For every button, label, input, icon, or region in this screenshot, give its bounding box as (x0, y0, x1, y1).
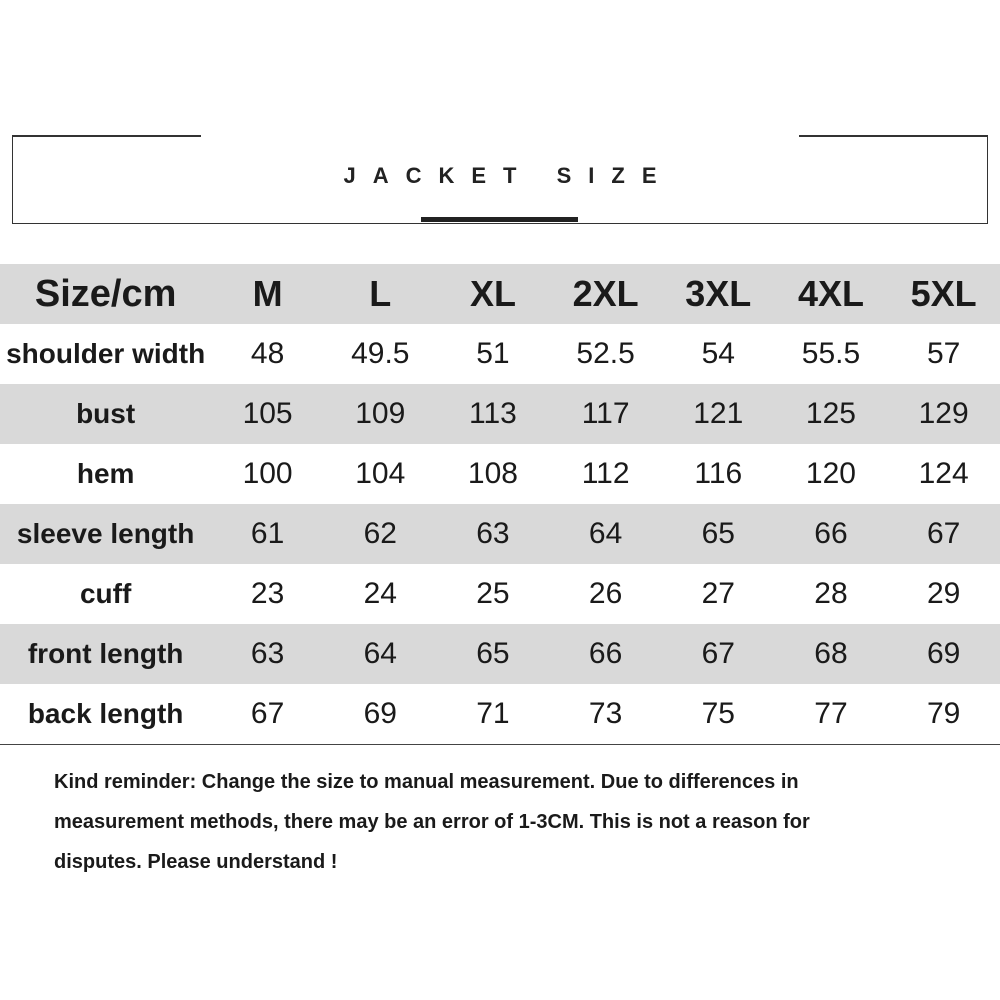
kind-reminder (54, 762, 934, 882)
title-underline (421, 217, 578, 222)
size-header: 2XL (572, 273, 639, 314)
title-frame-top-right-line (799, 135, 987, 137)
row-label: sleeve length (16, 518, 195, 549)
table-cell: 112 (581, 457, 630, 490)
table-row (0, 324, 1000, 384)
table-cell: 23 (250, 577, 285, 610)
table-cell: 73 (549, 684, 662, 744)
reminder-line: measurement methods, there may be an error of 1-3CM. This is not a reason for (54, 811, 810, 833)
table-cell: 104 (355, 457, 406, 490)
table-cell: 65 (701, 517, 735, 550)
table-cell: 52.5 (576, 337, 635, 370)
size-table (0, 264, 1000, 745)
row-label: hem (76, 458, 135, 489)
table-cell: 105 (242, 397, 293, 430)
size-header: 4XL (797, 273, 864, 314)
header-label: Size/cm (34, 272, 177, 315)
table-cell: 125 (805, 397, 856, 430)
table-header-row (0, 264, 1000, 324)
table-row (0, 564, 1000, 624)
table-cell: 129 (918, 397, 969, 430)
table-cell: 26 (588, 577, 623, 610)
table-cell: 69 (324, 684, 437, 744)
table-cell: 24 (363, 577, 397, 610)
table-cell: 117 (581, 397, 630, 430)
table-cell: 49.5 (351, 337, 410, 370)
table-cell: 29 (926, 577, 961, 610)
table-cell: 57 (926, 337, 961, 370)
table-row (0, 384, 1000, 444)
title-frame (12, 135, 988, 224)
size-header: L (369, 273, 392, 314)
size-header: M (252, 273, 283, 314)
table-cell: 55.5 (801, 337, 861, 370)
table-cell: 75 (662, 684, 775, 744)
table-row (0, 504, 1000, 564)
page-title: JACKET SIZE (343, 163, 674, 188)
row-label: front length (27, 638, 184, 669)
size-header: 3XL (685, 273, 752, 314)
table-cell: 54 (701, 337, 735, 370)
table-cell: 67 (926, 517, 961, 550)
table-cell: 66 (588, 637, 623, 670)
table-cell: 64 (588, 517, 623, 550)
table-cell: 27 (701, 577, 735, 610)
table-cell: 66 (814, 517, 848, 550)
row-label: shoulder width (6, 338, 206, 369)
table-cell: 120 (805, 457, 856, 490)
table-cell: 69 (926, 637, 961, 670)
table-cell: 62 (363, 517, 397, 550)
table-cell: 116 (694, 457, 743, 490)
table-cell: 67 (701, 637, 735, 670)
table-cell: 64 (363, 637, 397, 670)
table-cell: 67 (211, 684, 324, 744)
table-row (0, 684, 1000, 744)
table-cell: 113 (469, 397, 517, 430)
table-cell: 51 (476, 337, 510, 370)
size-header: XL (469, 273, 516, 314)
table-cell: 25 (476, 577, 510, 610)
table-cell: 48 (250, 337, 285, 370)
table-cell: 63 (476, 517, 510, 550)
table-cell: 108 (467, 457, 518, 490)
table-cell: 68 (814, 637, 848, 670)
table-cell: 77 (775, 684, 888, 744)
row-label: bust (76, 398, 136, 429)
table-cell: 124 (918, 457, 969, 490)
title-frame-top-left-line (13, 135, 201, 137)
table-cell: 28 (814, 577, 848, 610)
reminder-line: disputes. Please understand ! (54, 851, 338, 873)
table-cell: 121 (693, 397, 744, 430)
size-header: 5XL (910, 273, 977, 314)
table-cell: 79 (887, 684, 1000, 744)
table-cell: 63 (250, 637, 285, 670)
table-cell: 61 (250, 517, 285, 550)
table-cell: 71 (437, 684, 550, 744)
table-row (0, 444, 1000, 504)
table-cell: 100 (242, 457, 293, 490)
table-cell: 109 (355, 397, 406, 430)
table-row (0, 624, 1000, 684)
size-table-body (0, 264, 1000, 744)
table-cell: 65 (476, 637, 510, 670)
row-label: back length (0, 684, 211, 744)
row-label: cuff (79, 578, 132, 609)
reminder-line: Kind reminder: Change the size to manual measurement. Due to differences in (54, 771, 799, 793)
